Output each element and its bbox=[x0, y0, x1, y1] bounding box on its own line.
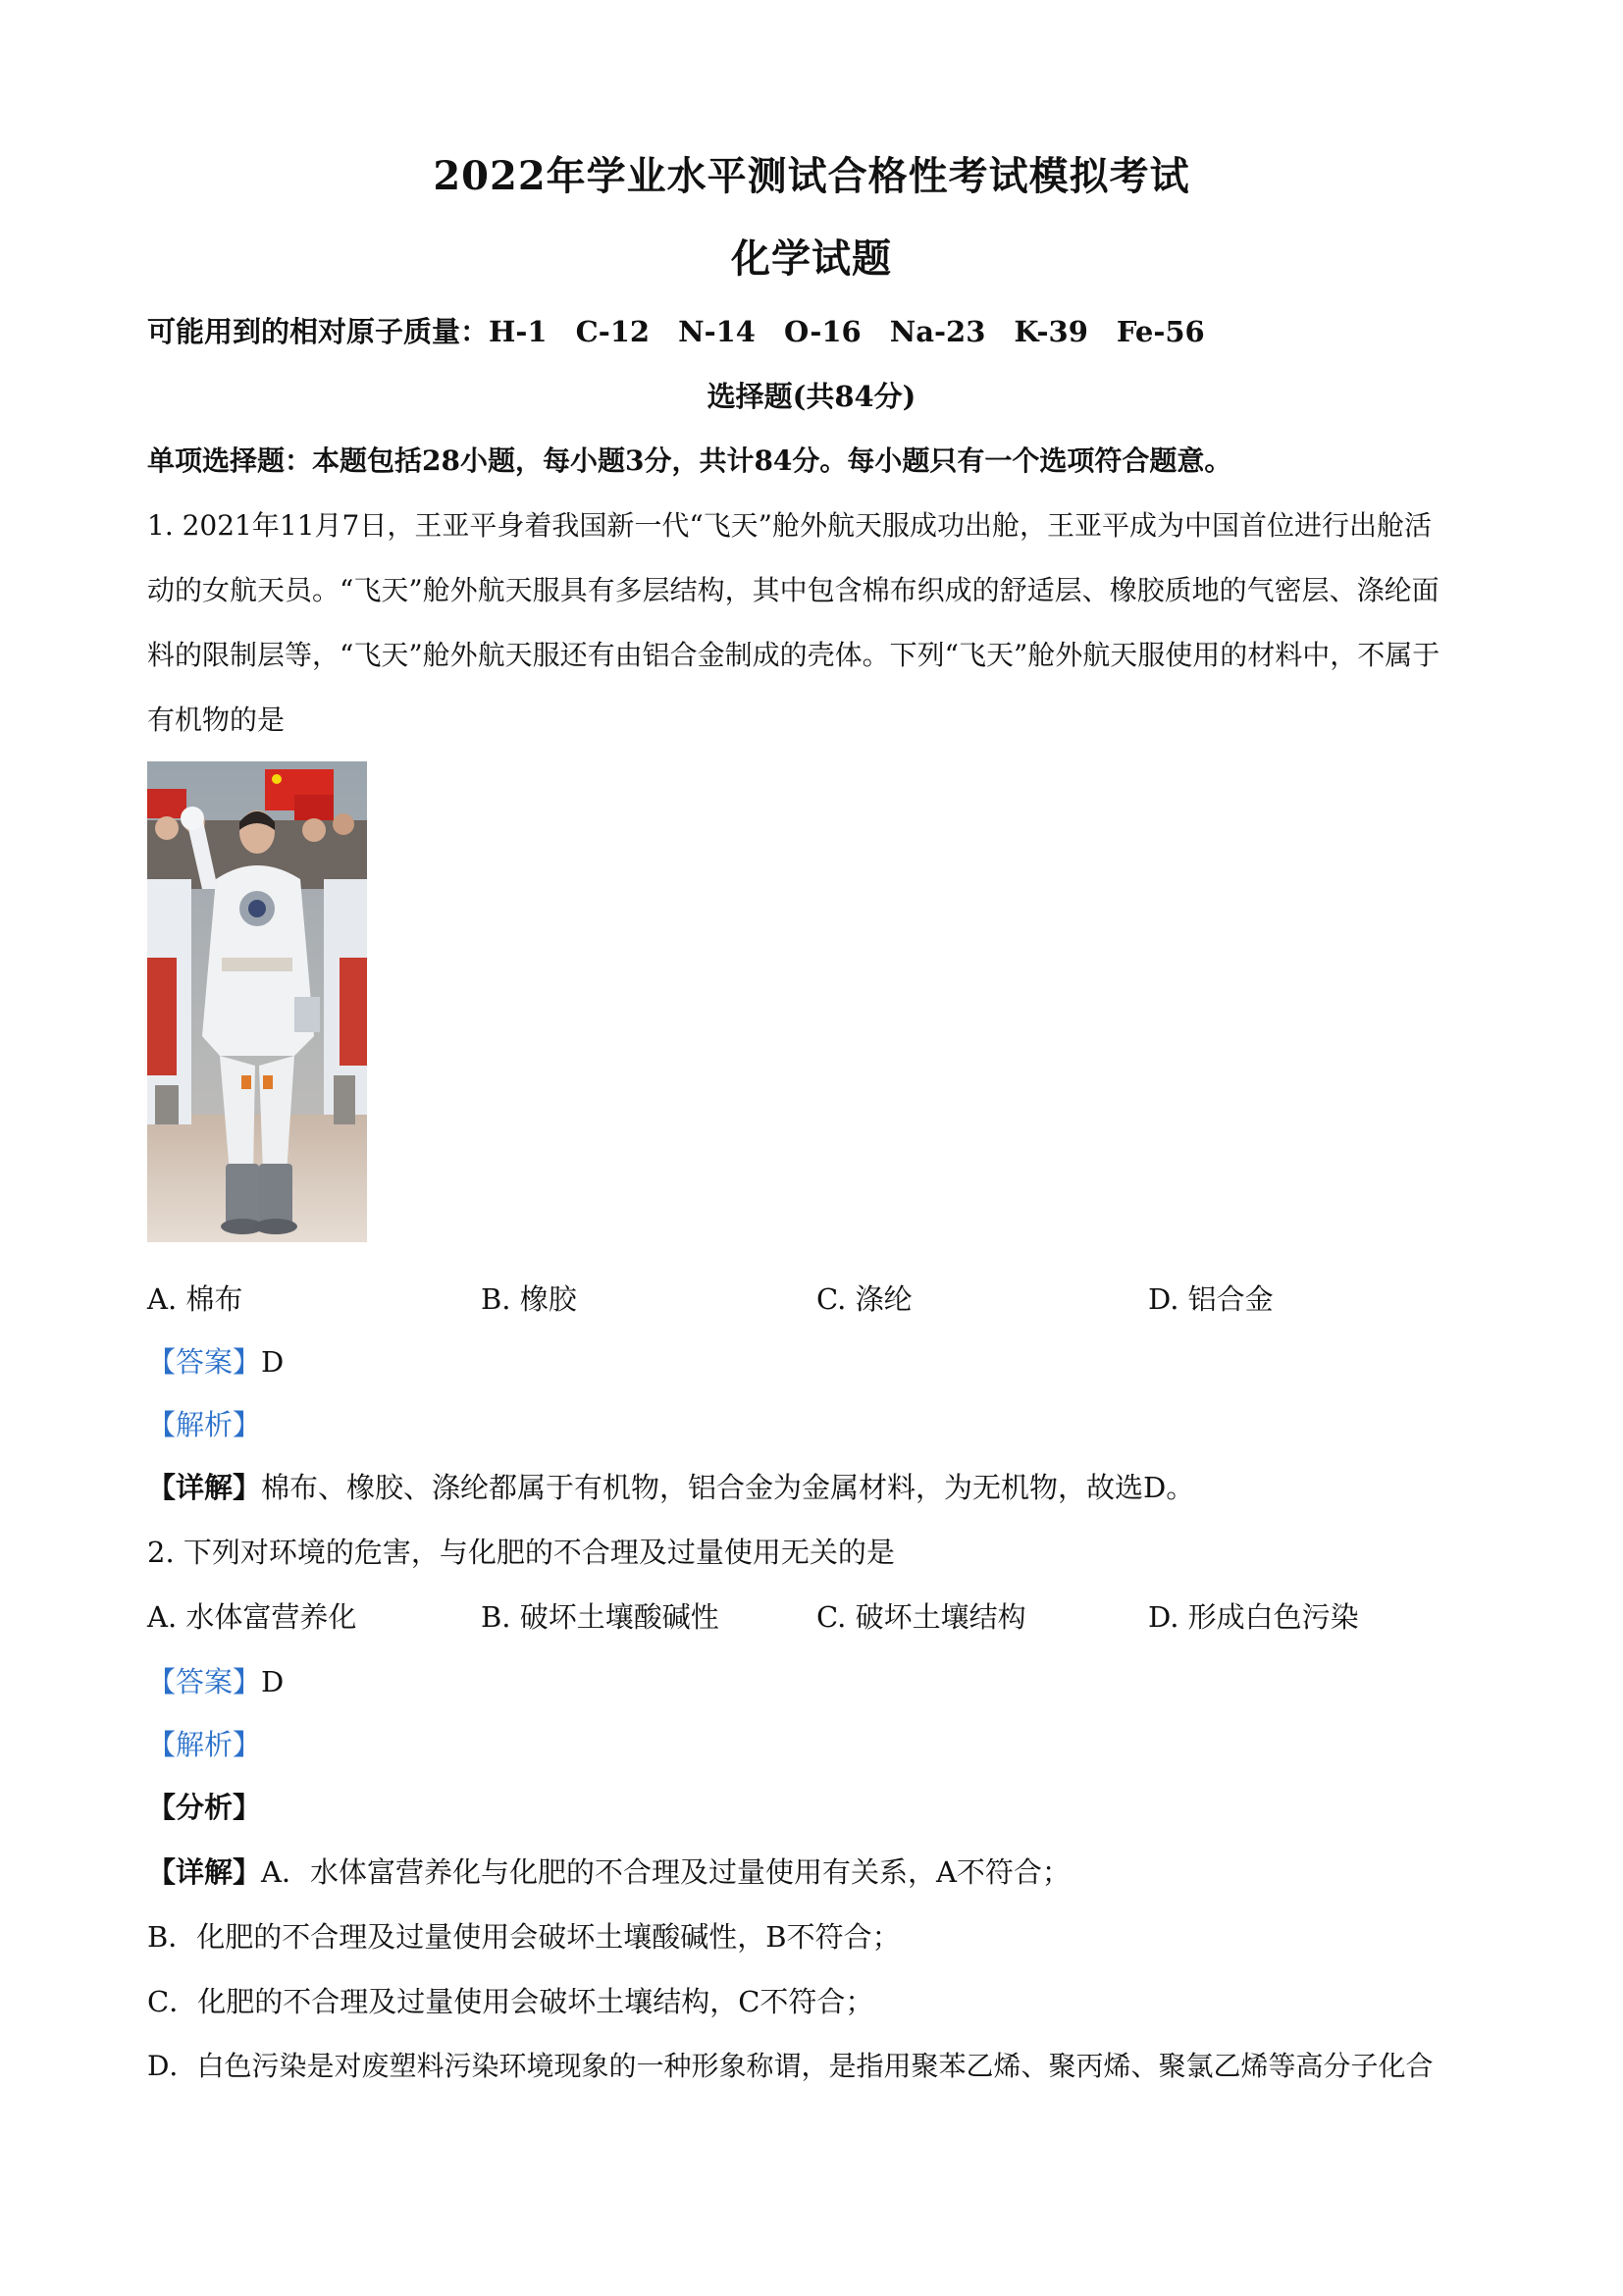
q2-detail-label: 【详解】 bbox=[147, 1855, 262, 1889]
q1-option-d: D. 铝合金 bbox=[1148, 1282, 1274, 1316]
q2-option-a: A. 水体富营养化 bbox=[147, 1600, 357, 1634]
q1-option-a: A. 棉布 bbox=[147, 1282, 243, 1316]
q2-analysis bbox=[147, 1723, 261, 1763]
q1-stem-line-2: 动的女航天员。“飞天”舱外航天服具有多层结构，其中包含棉布织成的舒适层、橡胶质地的气密层、涤纶面 bbox=[147, 574, 1440, 606]
q2-detail-line-2: B．化肥的不合理及过量使用会破坏土壤酸碱性，B不符合； bbox=[147, 1920, 901, 1954]
q1-stem-line-4: 有机物的是 bbox=[147, 704, 286, 736]
q1-detail-label: 【详解】 bbox=[147, 1471, 262, 1504]
q2-answer bbox=[147, 1660, 284, 1700]
q1-option-c: C. 涤纶 bbox=[816, 1282, 913, 1316]
atomic-masses: 可能用到的相对原子质量：H-1 C-12 N-14 O-16 Na-23 K-39 Fe-56 bbox=[147, 315, 1205, 348]
q1-answer bbox=[147, 1340, 284, 1381]
astronaut-photo bbox=[147, 761, 367, 1242]
q2-analysis-label: 【解析】 bbox=[147, 1728, 262, 1761]
q1-analysis-label: 【解析】 bbox=[147, 1408, 262, 1441]
q2-option-b: B. 破坏土壤酸碱性 bbox=[481, 1600, 719, 1634]
q2-fenxi bbox=[147, 1786, 261, 1826]
q1-stem-line-3: 料的限制层等，“飞天”舱外航天服还有由铝合金制成的壳体。下列“飞天”舱外航天服使用的材料中，不属于 bbox=[147, 639, 1440, 671]
q2-option-d: D. 形成白色污染 bbox=[1148, 1600, 1359, 1634]
q2-stem: 2. 下列对环境的危害，与化肥的不合理及过量使用无关的是 bbox=[147, 1536, 895, 1569]
q2-answer-value: D bbox=[261, 1665, 285, 1698]
exam-title: 2022年学业水平测试合格性考试模拟考试 bbox=[433, 153, 1190, 199]
q1-stem-line-1: 1. 2021年11月7日，王亚平身着我国新一代“飞天”舱外航天服成功出舱，王亚平成为中国首位进行出舱活 bbox=[147, 509, 1432, 542]
q2-detail-line-3: C．化肥的不合理及过量使用会破坏土壤结构，C不符合； bbox=[147, 1985, 874, 2018]
q1-option-b: B. 橡胶 bbox=[481, 1282, 577, 1316]
q2-fenxi-label: 【分析】 bbox=[147, 1791, 262, 1824]
section-instructions: 单项选择题：本题包括28小题，每小题3分，共计84分。每小题只有一个选项符合题意。 bbox=[147, 444, 1232, 477]
q2-detail-line-4: D．白色污染是对废塑料污染环境现象的一种形象称谓，是指用聚苯乙烯、聚丙烯、聚氯乙烯等高分子化合 bbox=[147, 2050, 1434, 2082]
q1-detail-text: 棉布、橡胶、涤纶都属于有机物，铝合金为金属材料，为无机物，故选D。 bbox=[261, 1471, 1195, 1504]
q2-detail-text-1: A．水体富营养化与化肥的不合理及过量使用有关系，A不符合； bbox=[261, 1855, 1071, 1889]
q2-answer-label: 【答案】 bbox=[147, 1665, 262, 1698]
q2-detail-line-1 bbox=[147, 1851, 1071, 1891]
exam-subtitle: 化学试题 bbox=[731, 235, 892, 282]
q2-option-c: C. 破坏土壤结构 bbox=[816, 1600, 1026, 1634]
q1-detail bbox=[147, 1466, 1194, 1506]
q1-answer-label: 【答案】 bbox=[147, 1345, 262, 1379]
section-title: 选择题(共84分) bbox=[707, 380, 916, 413]
q1-analysis bbox=[147, 1403, 261, 1443]
q1-answer-value: D bbox=[261, 1345, 285, 1379]
